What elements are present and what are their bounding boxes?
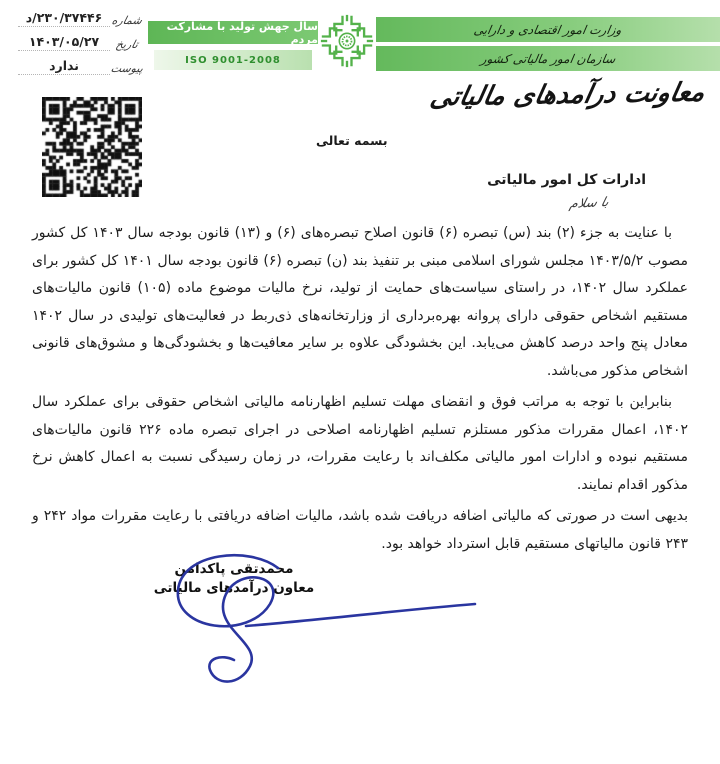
slogan-text: سال جهش تولید با مشارکت مردم <box>166 19 318 46</box>
letter-meta-block <box>4 10 144 82</box>
date-label: تاریخ <box>114 38 140 51</box>
ministry-text: وزارت امور اقتصادی و دارایی <box>473 22 623 37</box>
signer-name: محمدتقی پاکدامن <box>174 561 294 577</box>
signer-title: معاون درآمدهای مالیاتی <box>153 580 315 596</box>
salutation: با سلام <box>567 195 611 212</box>
basmala: بسمه تعالی <box>316 133 388 148</box>
meta-row-attachment <box>4 58 144 75</box>
number-label: شماره <box>110 14 144 27</box>
meta-row-number <box>4 10 144 27</box>
deputy-title: معاونت درآمدهای مالیاتی <box>427 77 708 113</box>
meta-row-date <box>4 34 144 51</box>
number-value: ۲۳۰/۳۷۴۴۶/د <box>18 10 110 27</box>
paragraph-3: بدیهی است در صورتی که مالیاتی اضافه دریافت شده باشد، مالیات اضافه دریافتی با رعایت مقررات مواد ۲۴۲ و ۲۴۳ قانون مالیاتهای مستقیم قابل استرداد خواهد بود. <box>32 508 688 552</box>
iso-banner <box>154 50 312 70</box>
attachment-label: پیوست <box>109 62 145 75</box>
date-value: ۱۴۰۳/۰۵/۲۷ <box>18 34 110 51</box>
letter-body <box>32 220 688 562</box>
logo-emblem-icon <box>320 11 374 71</box>
signature-block <box>148 560 320 598</box>
addressee-line: ادارات کل امور مالیاتی <box>487 172 646 188</box>
attachment-value: ندارد <box>18 58 110 75</box>
iso-text: ISO 9001-2008 <box>185 54 281 66</box>
qr-code <box>42 97 142 197</box>
paragraph-1: با عنایت به جزء (۲) بند (س) تبصره (۶) قانون اصلاح تبصره‌های (۶) و (۱۳) قانون بودجه سال ۱۴۰۳ کل کشور مصوب ۱۴۰۳/۵/۲ مجلس شورای اسلامی مبنی بر تنفیذ بند (ن) تبصره (۶) قانون بودجه سال ۱۴۰۱ کل کشور برای عملکرد سال ۱۴۰۲، در راستای سیاست‌های حمایت از تولید، نرخ مالیات موضوع ماده (۱۰۵) قانون مالیات‌های مستقیم اشخاص حقوقی دارای پروانه بهره‌برداری از وزارتخانه‌های ذی‌ربط در فعالیت‌های تولیدی در سال ۱۴۰۲ معادل پنج واحد درصد کاهش می‌یابد. این بخشودگی علاوه بر سایر معافیت‌ها و بخشودگی‌ها و مشوق‌های قانونی اشخاص مذکور می‌باشد. <box>32 225 688 379</box>
slogan-banner <box>148 21 318 44</box>
paragraph-2: بنابراین با توجه به مراتب فوق و انقضای مهلت تسلیم اظهارنامه مالیاتی اشخاص حقوقی برای عملکرد سال ۱۴۰۲، اعمال مقررات مذکور مستلزم تسلیم اظهارنامه اصلاحی در اجرای تبصره ماده ۲۲۶ قانون مالیات‌های مستقیم نبوده و ادارات امور مالیاتی مکلف‌اند با رعایت مقررات، در زمان رسیدگی نسبت به اعمال کاهش نرخ مذکور اقدام نمایند. <box>32 394 688 493</box>
ministry-banner <box>376 17 720 42</box>
organization-text: سازمان امور مالیاتی کشور <box>479 51 617 66</box>
organization-banner <box>376 46 720 71</box>
tax-organization-logo-icon <box>320 9 374 73</box>
